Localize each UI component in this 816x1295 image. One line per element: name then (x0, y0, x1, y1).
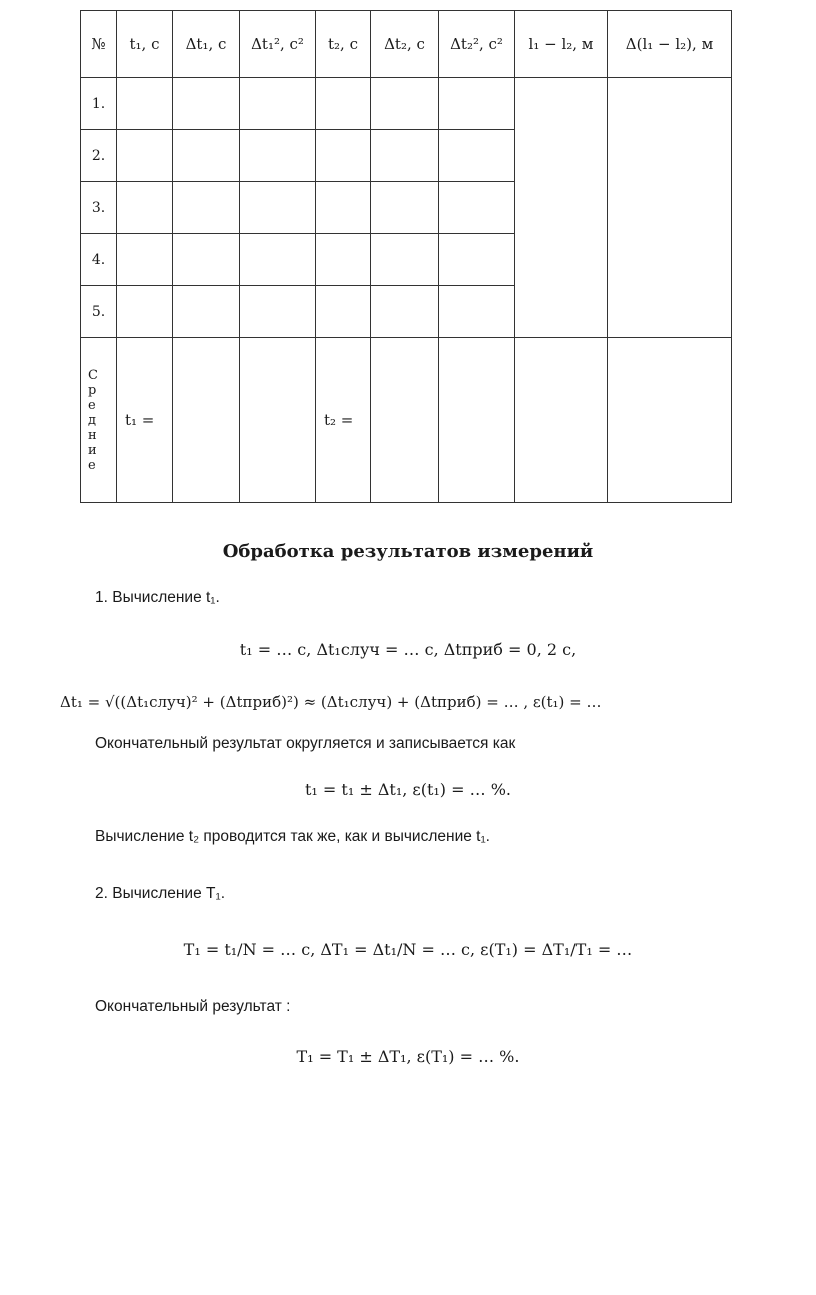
table-row (81, 78, 732, 130)
step1-heading: 1. Вычисление t₁. (95, 589, 220, 606)
table-cell (439, 182, 515, 234)
table-cell (117, 234, 173, 286)
step1-paragraph-1: Окончательный результат округляется и записывается как (95, 735, 516, 752)
table-cell (240, 234, 316, 286)
step2-paragraph-1: Окончательный результат : (95, 998, 291, 1015)
header-delta-l1-minus-l2: Δ(l₁ − l₂), м (608, 11, 732, 78)
table-cell (240, 182, 316, 234)
measurement-table (80, 10, 732, 503)
average-t1: t₁ = (117, 338, 173, 503)
table-cell (371, 286, 439, 338)
table-cell (316, 234, 371, 286)
table-cell (316, 78, 371, 130)
table-cell-merged-dl (608, 78, 732, 338)
table-cell (173, 182, 240, 234)
section-title: Обработка результатов измерений (222, 541, 594, 562)
table-header-row (81, 11, 732, 78)
table-cell (316, 130, 371, 182)
table-cell (439, 234, 515, 286)
row-number: 4. (81, 234, 117, 286)
header-dt2-squared: Δt₂², с² (439, 11, 515, 78)
step1-equation-3: t₁ = t₁ ± Δt₁, ε(t₁) = … %. (305, 780, 511, 799)
table-cell (173, 286, 240, 338)
step1-paragraph-2: Вычисление t₂ проводится так же, как и вычисление t₁. (95, 828, 490, 845)
row-number: 1. (81, 78, 117, 130)
header-dt1-squared: Δt₁², с² (240, 11, 316, 78)
table-cell (371, 234, 439, 286)
table-cell (240, 338, 316, 503)
table-cell (117, 130, 173, 182)
header-number: № (81, 11, 117, 78)
table-cell (439, 78, 515, 130)
table-cell (608, 338, 732, 503)
table-cell (173, 78, 240, 130)
table-cell (117, 182, 173, 234)
header-dt2: Δt₂, с (371, 11, 439, 78)
row-number: 2. (81, 130, 117, 182)
row-number: 3. (81, 182, 117, 234)
header-dt1: Δt₁, с (173, 11, 240, 78)
header-t1: t₁, с (117, 11, 173, 78)
table-cell (117, 286, 173, 338)
table-cell (371, 182, 439, 234)
table-cell (173, 130, 240, 182)
average-t2: t₂ = (316, 338, 371, 503)
header-t2: t₂, с (316, 11, 371, 78)
table-cell (439, 130, 515, 182)
table-cell (173, 234, 240, 286)
table-cell (439, 286, 515, 338)
table-cell (316, 182, 371, 234)
average-label: С р е д н и е (81, 338, 117, 503)
table-cell (240, 78, 316, 130)
table-cell (240, 130, 316, 182)
row-number: 5. (81, 286, 117, 338)
table-cell (173, 338, 240, 503)
table-row-average (81, 338, 732, 503)
table-cell (371, 338, 439, 503)
step2-equation-1: T₁ = t₁/N = … с, ΔT₁ = Δt₁/N = … с, ε(T₁) = ΔT₁/T₁ = … (183, 940, 633, 959)
table-cell (316, 286, 371, 338)
table-cell (117, 78, 173, 130)
table-cell-merged-l (515, 78, 608, 338)
step1-equation-2: Δt₁ = √((Δt₁случ)² + (Δtприб)²) ≈ (Δt₁случ) + (Δtприб) = … , ε(t₁) = … (60, 693, 602, 711)
step2-heading: 2. Вычисление T₁. (95, 885, 226, 902)
table-cell (371, 130, 439, 182)
table-cell (371, 78, 439, 130)
table-cell (515, 338, 608, 503)
table-cell (240, 286, 316, 338)
header-l1-minus-l2: l₁ − l₂, м (515, 11, 608, 78)
step1-equation-1: t₁ = … с, Δt₁случ = … с, Δtприб = 0, 2 с, (239, 640, 577, 659)
step2-equation-2: T₁ = T₁ ± ΔT₁, ε(T₁) = … %. (296, 1047, 520, 1066)
table-cell (439, 338, 515, 503)
